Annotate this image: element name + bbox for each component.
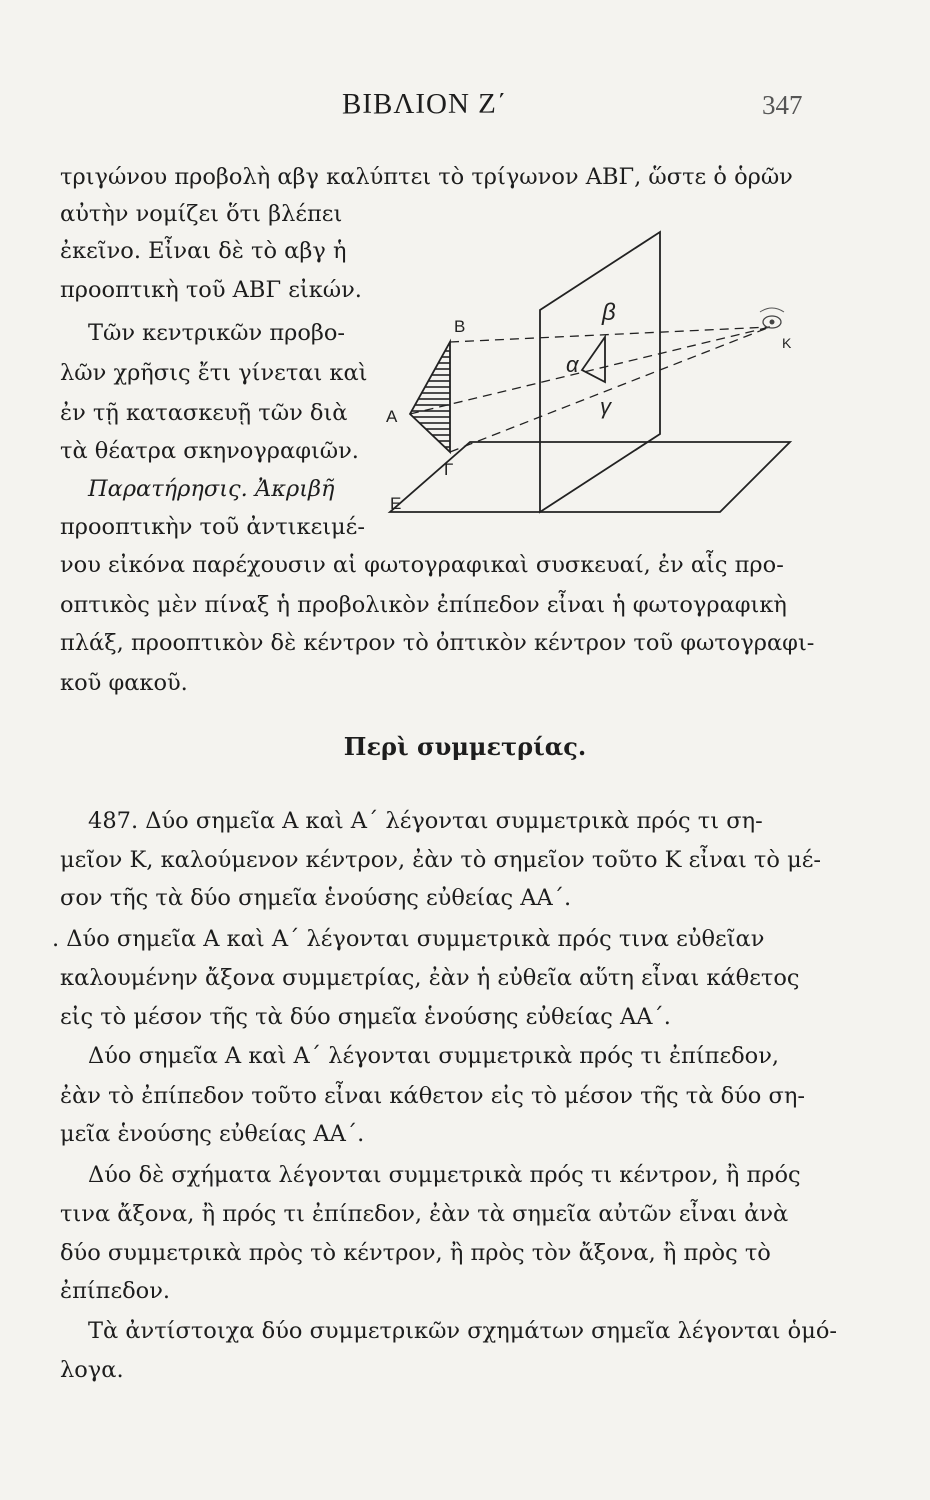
label-gamma: γ: [600, 394, 611, 419]
text-line: 487. Δύο σημεῖα Α καὶ Α΄ λέγονται συμμετρικὰ πρός τι ση-: [88, 808, 763, 834]
text-line: Δύο σημεῖα Α καὶ Α΄ λέγονται συμμετρικὰ πρός τι ἐπίπεδον,: [88, 1043, 780, 1069]
label-alpha: α: [566, 352, 579, 377]
text-line: μεῖα ἑνούσης εὐθείας ΑΑ΄.: [60, 1121, 365, 1147]
text-line: ἐὰν τὸ ἐπίπεδον τοῦτο εἶναι κάθετον εἰς τὸ μέσον τῆς τὰ δύο ση-: [60, 1083, 805, 1109]
text-line: ἐκεῖνο. Εἶναι δὲ τὸ αβγ ἡ: [60, 238, 347, 264]
label-A: Α: [386, 407, 398, 426]
text-line: πλάξ, προοπτικὸν δὲ κέντρον τὸ ὀπτικὸν κέντρον τοῦ φωτογραφι-: [60, 630, 815, 656]
text-line: Τὰ ἀντίστοιχα δύο συμμετρικῶν σχημάτων σημεῖα λέγονται ὁμό-: [88, 1318, 837, 1344]
text-line: κοῦ φακοῦ.: [60, 670, 188, 696]
label-B: Β: [454, 317, 466, 336]
text-line: τὰ θέατρα σκηνογραφιῶν.: [60, 438, 359, 464]
text-line: Τῶν κεντρικῶν προβο-: [88, 320, 346, 346]
label-E: Ε: [390, 494, 402, 513]
text-line: ἐπίπεδον.: [60, 1278, 171, 1304]
page-header: [0, 88, 930, 128]
text-line: λῶν χρῆσις ἔτι γίνεται καὶ: [60, 360, 368, 386]
page-number: 347: [762, 90, 803, 120]
text-line: Παρατήρησις. Ἀκριβῆ: [88, 476, 335, 502]
text-line: δύο συμμετρικὰ πρὸς τὸ κέντρον, ἢ πρὸς τὸν ἄξονα, ἢ πρὸς τὸ: [60, 1240, 771, 1266]
running-title: ΒΙΒΛΙΟΝ Ζ΄: [342, 88, 508, 120]
text-line: προοπτικὴ τοῦ ΑΒΓ εἰκών.: [60, 277, 362, 303]
text-line: αὐτὴν νομίζει ὅτι βλέπει: [60, 201, 343, 227]
text-line: εἰς τὸ μέσον τῆς τὰ δύο σημεῖα ἑνούσης εὐθείας ΑΑ΄.: [60, 1004, 671, 1030]
text-line: Δύο δὲ σχήματα λέγονται συμμετρικὰ πρός τι κέντρον, ἢ πρός: [88, 1162, 801, 1188]
picture-plane: [540, 232, 660, 512]
text-line: σον τῆς τὰ δύο σημεῖα ἑνούσης εὐθείας ΑΑ΄.: [60, 885, 572, 911]
text-line: τινα ἄξονα, ἢ πρός τι ἐπίπεδον, ἐὰν τὰ σημεῖα αὐτῶν εἶναι ἀνὰ: [60, 1201, 789, 1227]
text-line: . Δύο σημεῖα Α καὶ Α΄ λέγονται συμμετρικὰ πρός τινα εὐθεῖαν: [52, 926, 765, 952]
label-beta: β: [602, 299, 616, 326]
text-line: τριγώνου προβολὴ αβγ καλύπτει τὸ τρίγωνον ΑΒΓ, ὥστε ὁ ὁρῶν: [60, 164, 793, 190]
text-line: νου εἰκόνα παρέχουσιν αἱ φωτογραφικαὶ συσκευαί, ἐν αἷς προ-: [60, 552, 784, 578]
text-line: καλουμένην ἄξονα συμμετρίας, ἐὰν ἡ εὐθεῖα αὕτη εἶναι κάθετος: [60, 965, 800, 991]
projection-ray: [450, 327, 770, 452]
text-line: προοπτικὴν τοῦ ἀντικειμέ-: [60, 514, 365, 540]
text-line: μεῖον Κ, καλούμενον κέντρον, ἐὰν τὸ σημεῖον τοῦτο Κ εἶναι τὸ μέ-: [60, 847, 821, 873]
projection-ray: [450, 327, 770, 342]
label-G: Γ: [444, 460, 454, 479]
text-line: οπτικὸς μὲν πίναξ ἡ προβολικὸν ἐπίπεδον εἶναι ἡ φωτογραφικὴ: [60, 592, 787, 618]
section-heading: Περὶ συμμετρίας.: [343, 732, 587, 761]
projection-figure: [370, 222, 830, 532]
projection-triangle: [582, 337, 605, 382]
label-K: Κ: [782, 335, 792, 351]
object-triangle: [410, 342, 450, 452]
text-line: λογα.: [60, 1357, 124, 1383]
projection-ray: [410, 327, 770, 414]
eye-icon: [760, 308, 784, 328]
text-line: ἐν τῇ κατασκευῇ τῶν διὰ: [60, 400, 348, 426]
